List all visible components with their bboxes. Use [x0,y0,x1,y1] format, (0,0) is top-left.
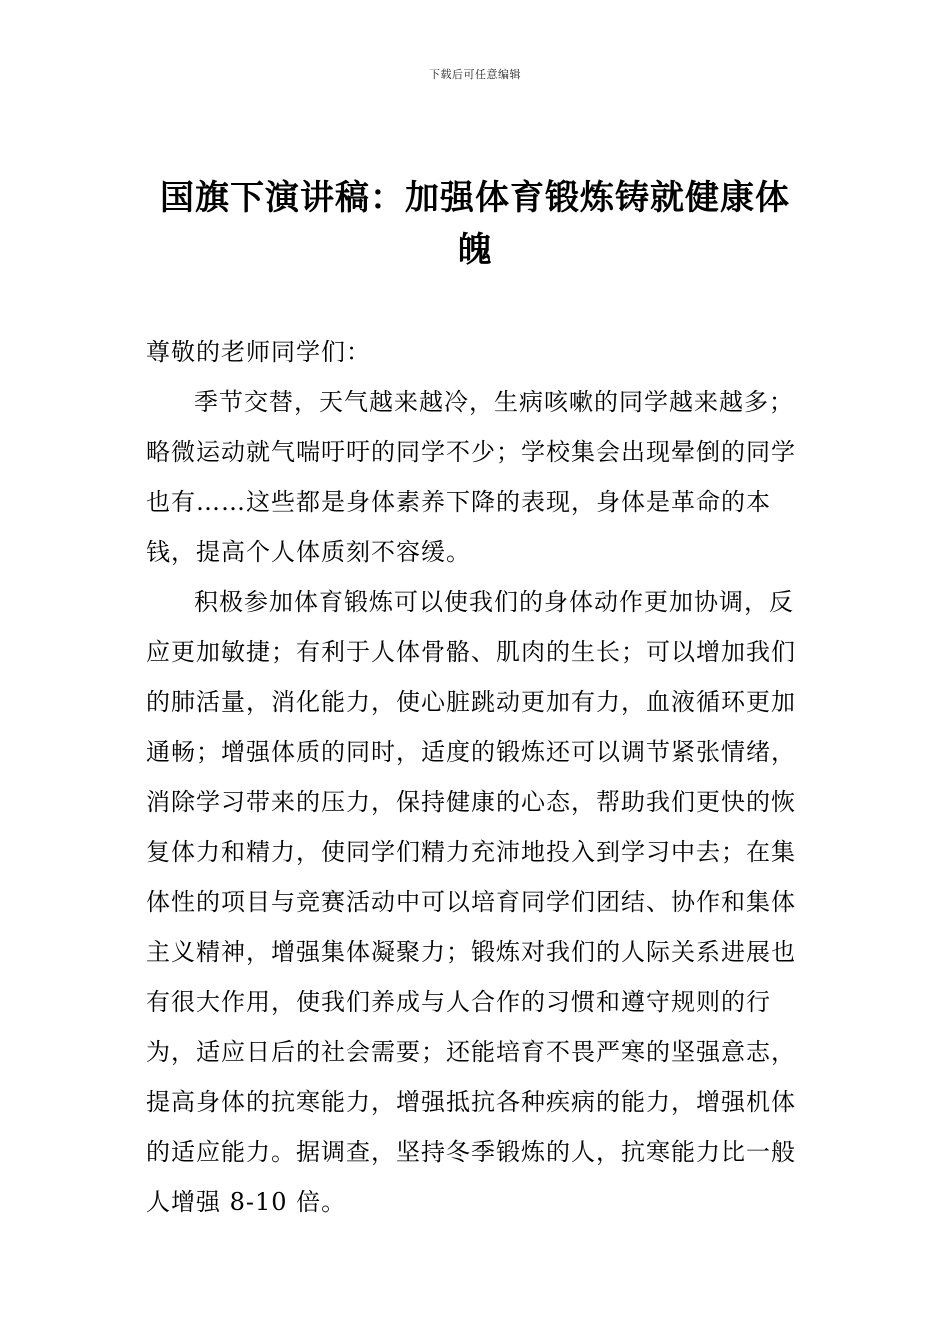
document-title: 国旗下演讲稿：加强体育锻炼铸就健康体魄 [160,178,790,270]
paragraph: 季节交替，天气越来越冷，生病咳嗽的同学越来越多；略微运动就气喘吁吁的同学不少；学校集会出现晕倒的同学也有……这些都是身体素养下降的表现，身体是革命的本钱，提高个人体质刻不容缓。 [146,388,796,566]
salutation: 尊敬的老师同学们： [146,338,371,366]
page-header-note: 下载后可任意编辑 [429,68,521,81]
document-body [146,327,818,1227]
paragraph: 积极参加体育锻炼可以使我们的身体动作更加协调，反应更加敏捷；有利于人体骨骼、肌肉的生长；可以增加我们的肺活量，消化能力，使心脏跳动更加有力，血液循环更加通畅；增强体质的同时，适度的锻炼还可以调节紧张情绪，消除学习带来的压力，保持健康的心态，帮助我们更快的恢复体力和精力，使同学们精力充沛地投入到学习中去；在集体性的项目与竞赛活动中可以培育同学们团结、协作和集体主义精神，增强集体凝聚力；锻炼对我们的人际关系进展也有很大作用，使我们养成与人合作的习惯和遵守规则的行为，适应日后的社会需要；还能培育不畏严寒的坚强意志，提高身体的抗寒能力，增强抵抗各种疾病的能力，增强机体的适应能力。据调查，坚持冬季锻炼的人，抗寒能力比一般人增强 8-10 倍。 [146,588,796,1216]
